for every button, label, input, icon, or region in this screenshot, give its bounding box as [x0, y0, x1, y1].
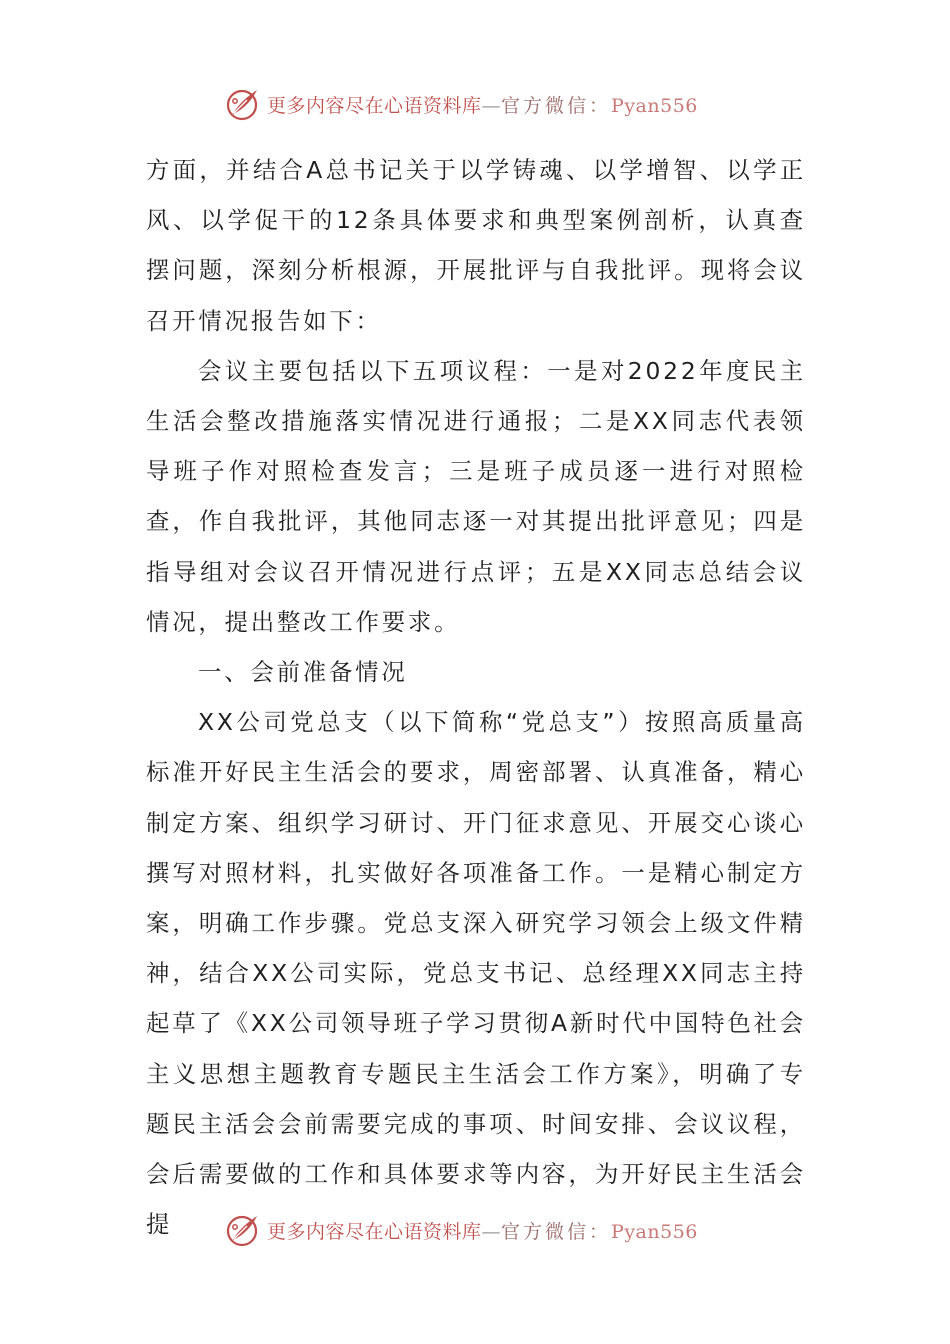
section-heading: 一、会前准备情况	[198, 658, 408, 687]
watermark-footer	[225, 1210, 745, 1250]
paragraph: 方面，并结合A总书记关于以学铸魂、以学增智、以学正风、以学促干的12条具体要求和典型案例剖析，认真查摆问题，深刻分析根源，开展批评与自我批评。现将会议召开情况报告如下：	[146, 156, 806, 335]
quill-pen-logo-icon	[225, 1212, 261, 1248]
quill-pen-logo-icon	[225, 86, 261, 122]
paragraph: XX公司党总支（以下简称“党总支”）按照高质量高标准开好民主生活会的要求，周密部署、认真准备，精心制定方案、组织学习研讨、开门征求意见、开展交心谈心撰写对照材料，扎实做好各项准备工作。一是精心制定方案，明确工作步骤。党总支深入研究学习领会上级文件精神，结合XX公司实际，党总支书记、总经理XX同志主持起草了《XX公司领导班子学习贯彻A新时代中国特色社会主义思想主题教育专题民主生活会工作方案》，明确了专题民主活会会前需要完成的事项、时间安排、会议议程，会后需要做的工作和具体要求等内容，为开好民主生活会提	[146, 708, 806, 1239]
watermark-text: 更多内容尽在心语资料库—官方微信：Pyan556	[267, 94, 698, 117]
paragraph: 会议主要包括以下五项议程：一是对2022年度民主生活会整改措施落实情况进行通报；二是XX同志代表领导班子作对照检查发言；三是班子成员逐一进行对照检查，作自我批评，其他同志逐一对其提出批评意见；四是指导组对会议召开情况进行点评；五是XX同志总结会议情况，提出整改工作要求。	[146, 356, 806, 636]
watermark-text: 更多内容尽在心语资料库—官方微信：Pyan556	[267, 1220, 698, 1243]
document-body	[146, 145, 806, 1249]
watermark-header	[225, 84, 745, 124]
